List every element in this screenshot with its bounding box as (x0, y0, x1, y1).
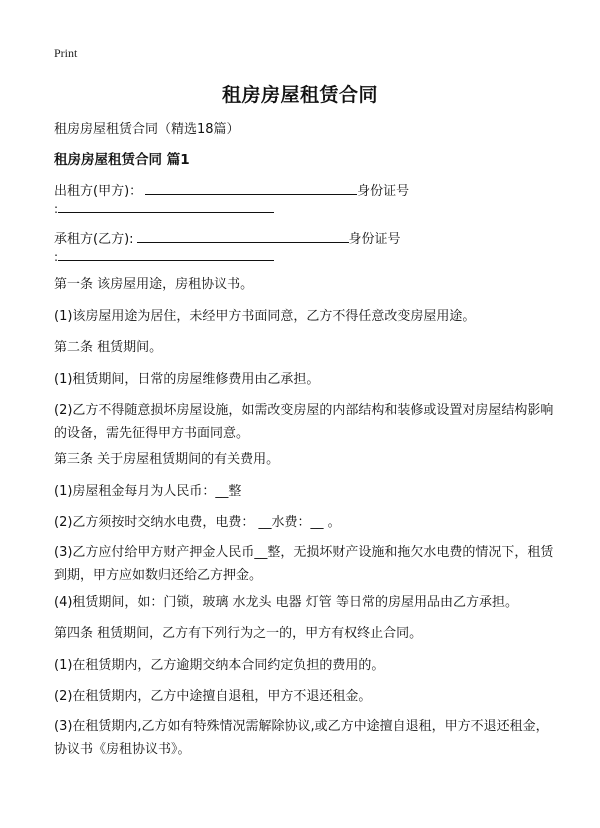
clause-3-item-3: (3)乙方应付给甲方财产押金人民币__整，无损坏财产设施和拖欠水电费的情况下，租赁到期，甲方应如数归还给乙方押金。 (54, 545, 554, 583)
clause-article-4: 第四条 租赁期间，乙方有下列行为之一的，甲方有权终止合同。 (54, 626, 423, 641)
clause-2-item-2: (2)乙方不得随意损坏房屋设施，如需改变房屋的内部结构和装修或设置对房屋结构影响的设备，需先征得甲方书面同意。 (54, 403, 554, 441)
document-title: 租房房屋租赁合同 (221, 84, 378, 106)
print-link[interactable]: Print (54, 46, 78, 60)
lessor-id-blank (58, 202, 274, 213)
clause-2-item-1: (1)租赁期间，日常的房屋维修费用由乙承担。 (54, 372, 320, 387)
lessor-label: 出租方(甲方)： (54, 184, 143, 199)
section-heading: 租房房屋租赁合同 篇1 (54, 152, 190, 168)
clause-4-item-1: (1)在租赁期内，乙方逾期交纳本合同约定负担的费用的。 (54, 658, 385, 673)
lessor-name-blank (145, 180, 357, 195)
lessee-id-label: 身份证号 (348, 232, 401, 247)
lessee-row (54, 228, 560, 251)
clause-3-item-1: (1)房屋租金每月为人民币：__整 (54, 484, 242, 499)
clause-3-item-2: (2)乙方须按时交纳水电费，电费： __水费：__ 。 (54, 515, 341, 530)
lessor-id-prefix: : (54, 202, 59, 216)
clause-3-item-4: (4)租赁期间，如：门锁，玻璃 水龙头 电器 灯管 等日常的房屋用品由乙方承担。 (54, 595, 518, 610)
clause-4-item-2: (2)在租赁期内，乙方中途擅自退租，甲方不退还租金。 (54, 689, 372, 704)
clause-article-3: 第三条 关于房屋租赁期间的有关费用。 (54, 452, 280, 467)
document-subtitle: 租房房屋租赁合同（精选18篇） (54, 122, 240, 137)
lessor-row (54, 180, 560, 203)
lessee-name-blank (137, 228, 349, 243)
lessor-id-label: 身份证号 (357, 184, 410, 199)
lessee-id-row (54, 250, 274, 264)
clause-4-item-3: (3)在租赁期内,乙方如有特殊情况需解除协议,或乙方中途擅自退租，甲方不退还租金，协议书《房租协议书》。 (54, 719, 549, 757)
clause-1-item-1: (1)该房屋用途为居住，未经甲方书面同意，乙方不得任意改变房屋用途。 (54, 309, 476, 324)
clause-article-2: 第二条 租赁期间。 (54, 340, 163, 355)
lessee-label: 承租方(乙方): (54, 232, 134, 247)
lessee-id-blank (58, 250, 274, 261)
lessor-id-row (54, 202, 274, 216)
lessee-id-prefix: : (54, 250, 59, 264)
clause-article-1: 第一条 该房屋用途，房租协议书。 (54, 277, 254, 292)
